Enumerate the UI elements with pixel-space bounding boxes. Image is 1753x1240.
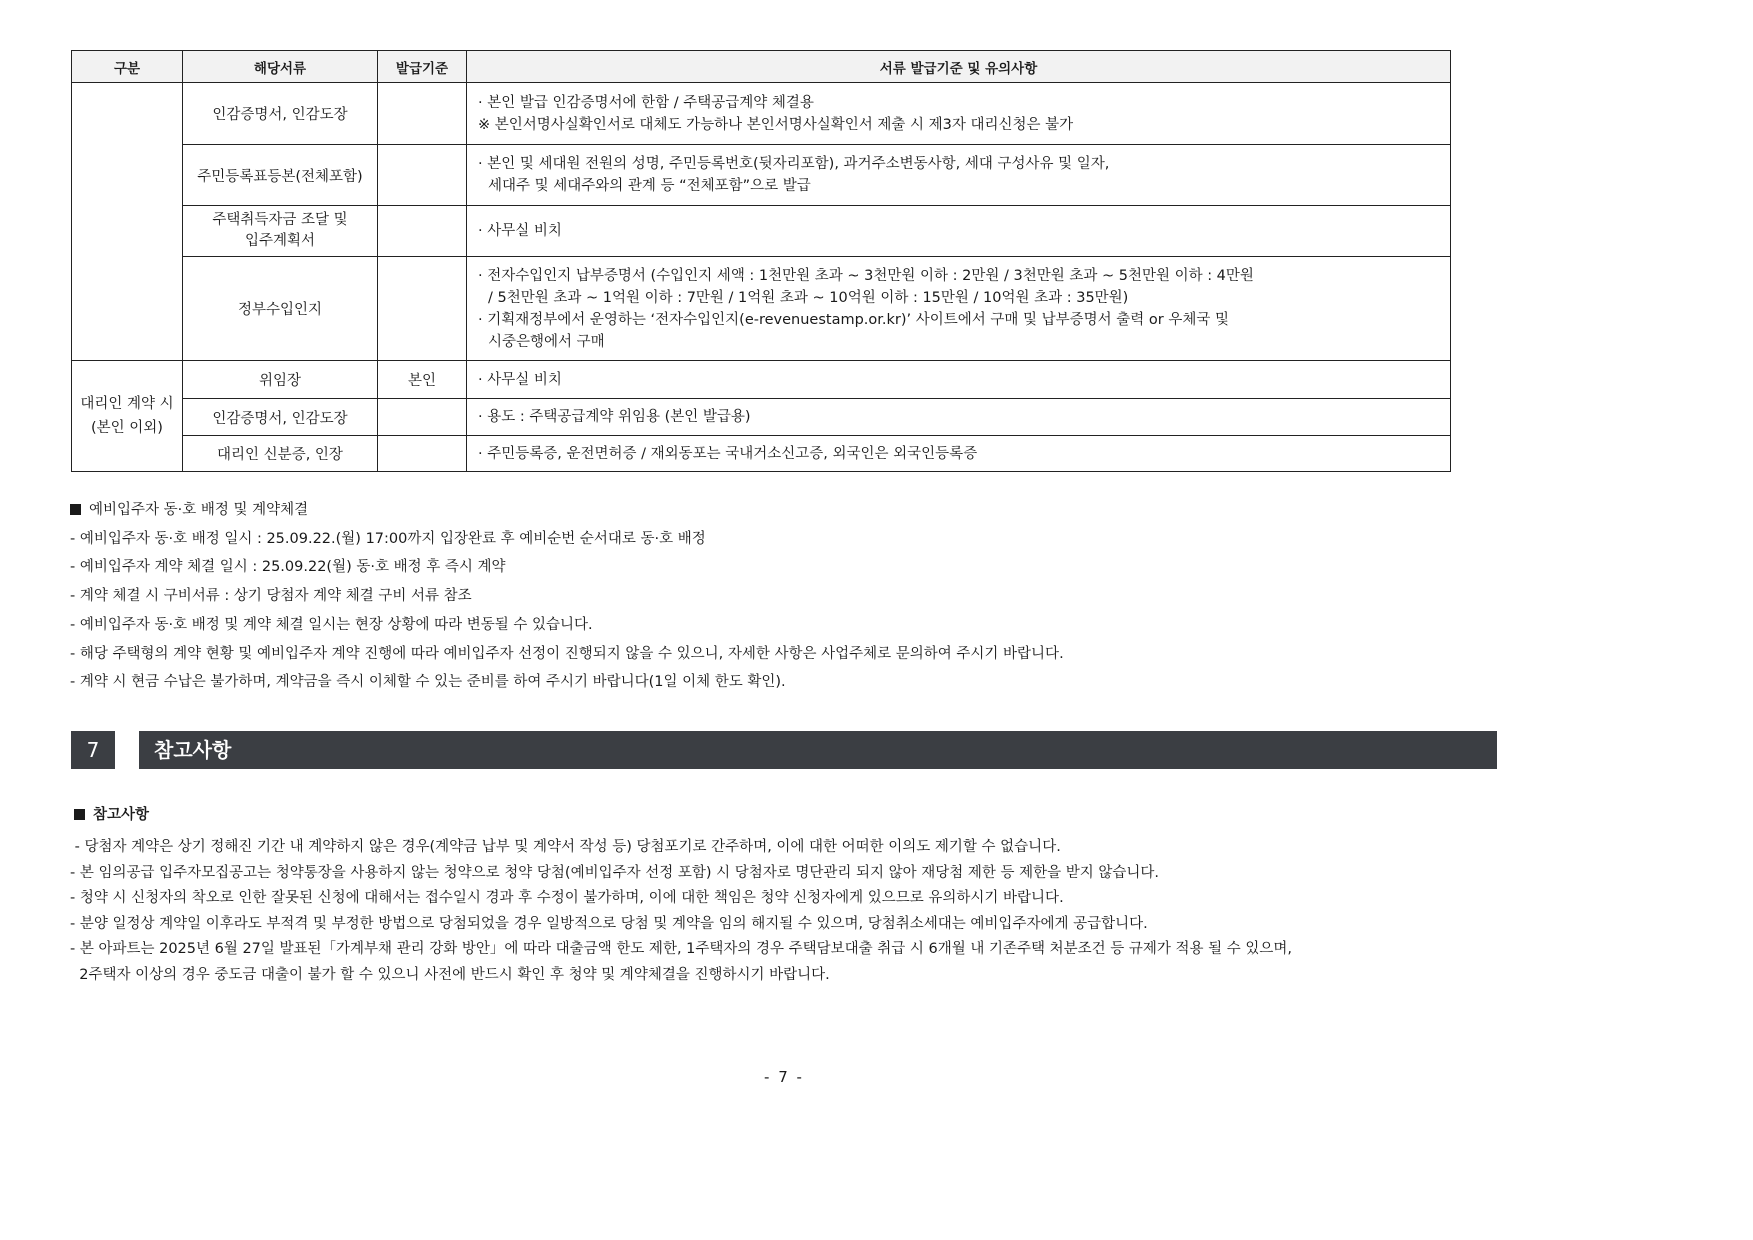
- list-item: - 해당 주택형의 계약 현황 및 예비입주자 계약 진행에 따라 예비입주자 선정이 진행되지 않을 수 있으니, 자세한 사항은 사업주체로 문의하여 주시기 바랍니다.: [70, 645, 1064, 662]
- list-item: - 본 아파트는 2025년 6월 27일 발표된「가계부채 관리 강화 방안」에 따라 대출금액 한도 제한, 1주택자의 경우 주택담보대출 취급 시 6개월 내 기존주택 처분조건 등 규제가 적용 될 수 있으며,: [70, 941, 1293, 957]
- list-item: - 계약 시 현금 수납은 불가하며, 계약금을 즉시 이체할 수 있는 준비를 하여 주시기 바랍니다(1일 이체 한도 확인).: [70, 674, 786, 691]
- doc-cell: 위임장: [183, 361, 378, 399]
- doc-cell: 정부수입인지: [183, 257, 378, 361]
- section-number: 7: [71, 731, 115, 769]
- category-cell-proxy: 대리인 계약 시 (본인 이외): [72, 361, 183, 472]
- basis-cell: 본인: [378, 361, 467, 399]
- square-bullet-icon: [70, 504, 81, 515]
- list-item: - 예비입주자 동·호 배정 및 계약 체결 일시는 현장 상황에 따라 변동될 수 있습니다.: [70, 616, 593, 633]
- square-bullet-icon: [74, 809, 85, 820]
- table-row: [72, 257, 1451, 361]
- header-notes: 서류 발급기준 및 유의사항: [467, 51, 1451, 83]
- notes-cell: · 전자수입인지 납부증명서 (수입인지 세액 : 1천만원 초과 ~ 3천만원 이하 : 2만원 / 3천만원 초과 ~ 5천만원 이하 : 4만원 / 5천만원 초과 ~ 1억원 이하 : 7만원 / 1억원 초과 ~ 10억원 이하 : 15만원 / 10억원 초과 : 35만원) · 기획재정부에서 운영하는 ‘전자수입인지(e-revenuestamp.or.kr)’ 사이트에서 구매 및 납부증명서 출력 or 우체국 및 시중은행에서 구매: [467, 257, 1451, 361]
- list-item: - 본 임의공급 입주자모집공고는 청약통장을 사용하지 않는 청약으로 청약 당첨(예비입주자 선정 포함) 시 당첨자로 명단관리 되지 않아 재당첨 제한 등 제한을 받지 않습니다.: [70, 864, 1160, 881]
- table-row: [72, 83, 1451, 145]
- basis-cell: [378, 257, 467, 361]
- notes-cell: · 본인 및 세대원 전원의 성명, 주민등록번호(뒷자리포함), 과거주소변동사항, 세대 구성사유 및 일자, 세대주 및 세대주와의 관계 등 “전체포함”으로 발급: [467, 145, 1451, 206]
- notes-cell: · 주민등록증, 운전면허증 / 재외동포는 국내거소신고증, 외국인은 외국인등록증: [467, 436, 1451, 472]
- list-item: - 예비입주자 계약 체결 일시 : 25.09.22(월) 동·호 배정 후 즉시 계약: [70, 559, 506, 576]
- doc-cell: 주택취득자금 조달 및 입주계획서: [183, 206, 378, 257]
- reserve-section: [70, 496, 1064, 697]
- notes-cell: · 사무실 비치: [467, 361, 1451, 399]
- table-row: [72, 206, 1451, 257]
- basis-cell: [378, 145, 467, 206]
- doc-cell: 주민등록표등본(전체포함): [183, 145, 378, 206]
- doc-cell: 대리인 신분증, 인장: [183, 436, 378, 472]
- doc-cell: 인감증명서, 인감도장: [183, 83, 378, 145]
- documents-table: [71, 50, 1451, 472]
- table-header-row: [72, 51, 1451, 83]
- notes-cell: · 사무실 비치: [467, 206, 1451, 257]
- doc-cell: 인감증명서, 인감도장: [183, 399, 378, 436]
- basis-cell: [378, 206, 467, 257]
- category-cell-empty: [72, 83, 183, 361]
- section-title: 참고사항: [139, 731, 1497, 769]
- header-category: 구분: [72, 51, 183, 83]
- reserve-heading: 예비입주자 동·호 배정 및 계약체결: [70, 496, 1064, 525]
- page-number: - 7 -: [764, 1068, 804, 1086]
- table-row: [72, 399, 1451, 436]
- list-item: 2주택자 이상의 경우 중도금 대출이 불가 할 수 있으니 사전에 반드시 확인 후 청약 및 계약체결을 진행하시기 바랍니다.: [70, 966, 830, 983]
- list-item: - 당첨자 계약은 상기 정해진 기간 내 계약하지 않은 경우(계약금 납부 및 계약서 작성 등) 당첨포기로 간주하며, 이에 대한 어떠한 이의도 제기할 수 없습니다.: [70, 839, 1061, 855]
- notes-cell: · 본인 발급 인감증명서에 한함 / 주택공급계약 체결용 ※ 본인서명사실확인서로 대체도 가능하나 본인서명사실확인서 제출 시 제3자 대리신청은 불가: [467, 83, 1451, 145]
- reference-list: [70, 835, 1292, 988]
- notes-cell: · 용도 : 주택공급계약 위임용 (본인 발급용): [467, 399, 1451, 436]
- list-item: - 예비입주자 동·호 배정 일시 : 25.09.22.(월) 17:00까지 입장완료 후 예비순번 순서대로 동·호 배정: [70, 530, 706, 547]
- header-basis: 발급기준: [378, 51, 467, 83]
- header-document: 해당서류: [183, 51, 378, 83]
- basis-cell: [378, 399, 467, 436]
- table-row: [72, 361, 1451, 399]
- list-item: - 계약 체결 시 구비서류 : 상기 당첨자 계약 체결 구비 서류 참조: [70, 588, 472, 605]
- list-item: - 청약 시 신청자의 착오로 인한 잘못된 신청에 대해서는 접수일시 경과 후 수정이 불가하며, 이에 대한 책임은 청약 신청자에게 있으므로 유의하시기 바랍니다.: [70, 890, 1064, 906]
- table-row: [72, 436, 1451, 472]
- basis-cell: [378, 436, 467, 472]
- list-item: - 분양 일정상 계약일 이후라도 부적격 및 부정한 방법으로 당첨되었을 경우 일방적으로 당첨 및 계약을 임의 해지될 수 있으며, 당첨취소세대는 예비입주자에게 공급합니다.: [70, 915, 1148, 932]
- basis-cell: [378, 83, 467, 145]
- table-row: [72, 145, 1451, 206]
- reference-heading: 참고사항: [74, 803, 149, 824]
